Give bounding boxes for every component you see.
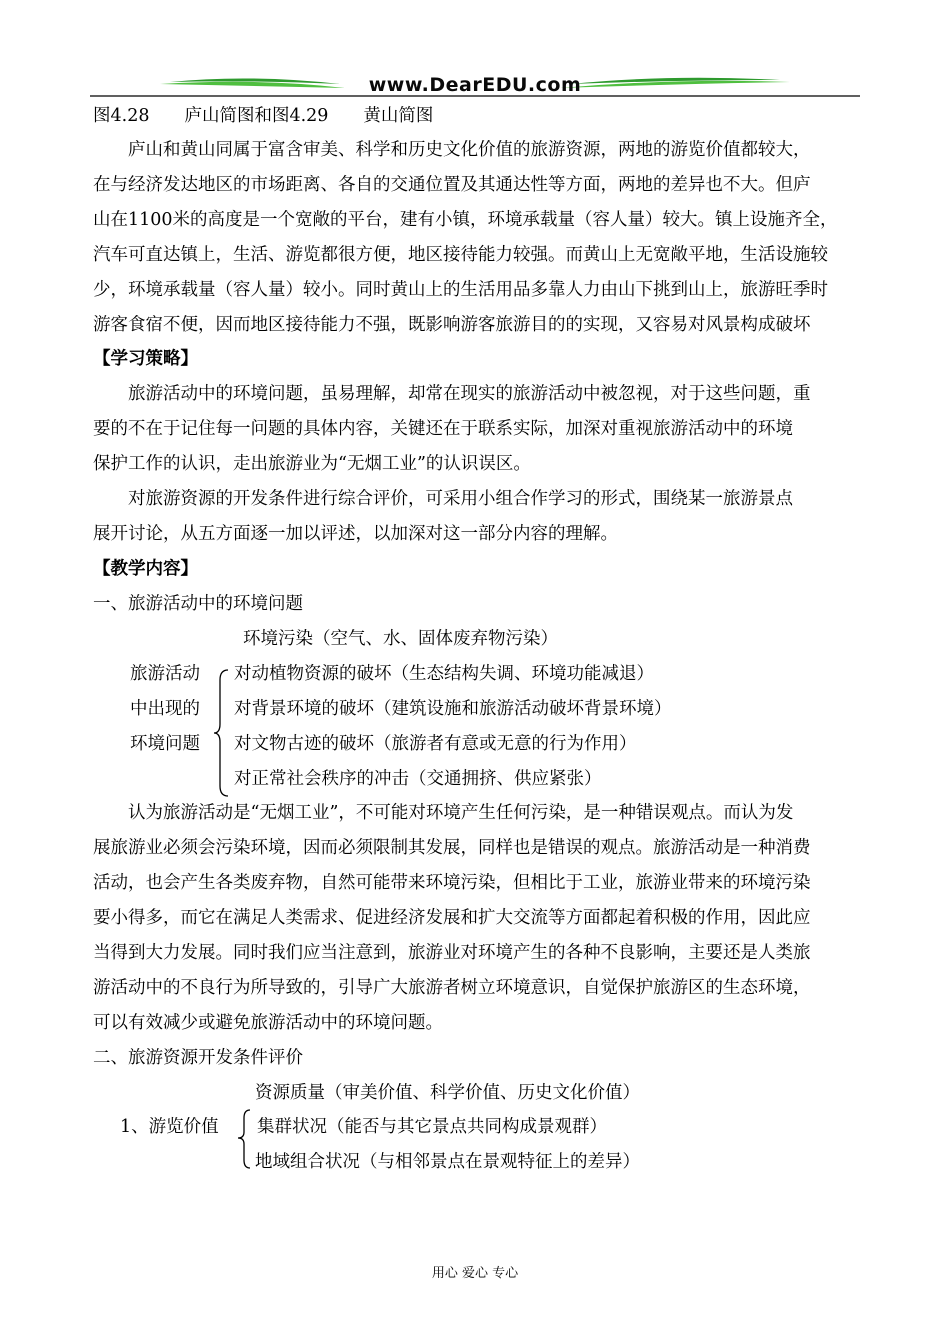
- heading-strategy: 【学习策略】: [93, 349, 198, 369]
- paragraph-line: 展旅游业必须会污染环境，因而必须限制其发展，同样也是错误的观点。旅游活动是一种消费: [93, 838, 811, 858]
- section-title: 二、旅游资源开发条件评价: [93, 1048, 303, 1068]
- outline-item: 对动植物资源的破坏（生态结构失调、环境功能减退）: [234, 664, 654, 684]
- paragraph-line: 保护工作的认识，走出旅游业为“无烟工业”的认识误区。: [93, 454, 531, 474]
- outline-item: 对文物古迹的破坏（旅游者有意或无意的行为作用）: [234, 734, 637, 754]
- outline-item: 地域组合状况（与相邻景点在景观特征上的差异）: [255, 1152, 640, 1172]
- left-brace: [236, 1108, 254, 1170]
- paragraph-line: 庐山和黄山同属于富含审美、科学和历史文化价值的旅游资源，两地的游览价值都较大，: [93, 140, 811, 160]
- outline-label: 1、游览价值: [120, 1117, 219, 1137]
- paragraph-line: 要的不在于记住每一问题的具体内容，关键还在于联系实际，加深对重视旅游活动中的环境: [93, 419, 793, 439]
- outline-label: 中出现的: [130, 699, 200, 719]
- paragraph-line: 少，环境承载量（容人量）较小。同时黄山上的生活用品多靠人力由山下挑到山上，旅游旺季时: [93, 280, 828, 300]
- paragraph-line: 游活动中的不良行为所导致的，引导广大旅游者树立环境意识，自觉保护旅游区的生态环境，: [93, 978, 811, 998]
- paragraph-line: 对旅游资源的开发条件进行综合评价，可采用小组合作学习的形式，围绕某一旅游景点: [93, 489, 793, 509]
- paragraph-line: 认为旅游活动是“无烟工业”，不可能对环境产生任何污染，是一种错误观点。而认为发: [93, 803, 794, 823]
- paragraph-line: 活动，也会产生各类废弃物，自然可能带来环境污染，但相比于工业，旅游业带来的环境污染: [93, 873, 811, 893]
- paragraph-line: 汽车可直达镇上，生活、游览都很方便，地区接待能力较强。而黄山上无宽敞平地，生活设施较: [93, 245, 828, 265]
- outline-label: 旅游活动: [130, 664, 200, 684]
- paragraph-line: 当得到大力发展。同时我们应当注意到，旅游业对环境产生的各种不良影响，主要还是人类旅: [93, 943, 811, 963]
- paragraph-line: 展开讨论，从五方面逐一加以评述，以加深对这一部分内容的理解。: [93, 524, 618, 544]
- paragraph-line: 山在1100米的高度是一个宽敞的平台，建有小镇，环境承载量（容人量）较大。镇上设施齐全，: [93, 210, 838, 230]
- paragraph-line: 旅游活动中的环境问题，虽易理解，却常在现实的旅游活动中被忽视，对于这些问题，重: [93, 384, 811, 404]
- paragraph-line: 游客食宿不便，因而地区接待能力不强，既影响游客旅游目的的实现，又容易对风景构成破坏: [93, 315, 811, 335]
- page-footer: 用心 爱心 专心: [431, 1266, 519, 1281]
- left-brace: [212, 668, 232, 798]
- paragraph-line: 在与经济发达地区的市场距离、各自的交通位置及其通达性等方面，两地的差异也不大。但庐: [93, 175, 811, 195]
- site-logo-text[interactable]: www.DearEDU.com: [368, 74, 582, 96]
- heading-content: 【教学内容】: [93, 559, 198, 579]
- outline-item: 资源质量（审美价值、科学价值、历史文化价值）: [255, 1083, 640, 1103]
- outline-item: 环境污染（空气、水、固体废弃物污染）: [243, 629, 558, 649]
- outline-item: 对背景环境的破坏（建筑设施和旅游活动破坏背景环境）: [234, 699, 672, 719]
- figure-caption: 图4.28 庐山简图和图4.29 黄山简图: [93, 106, 434, 126]
- section-title: 一、旅游活动中的环境问题: [93, 594, 303, 614]
- page-header: [90, 70, 860, 100]
- paragraph-line: 可以有效减少或避免旅游活动中的环境问题。: [93, 1013, 443, 1033]
- paragraph-line: 要小得多，而它在满足人类需求、促进经济发展和扩大交流等方面都起着积极的作用，因此应: [93, 908, 811, 928]
- outline-label: 环境问题: [130, 734, 200, 754]
- outline-item: 对正常社会秩序的冲击（交通拥挤、供应紧张）: [234, 769, 602, 789]
- outline-item: 集群状况（能否与其它景点共同构成景观群）: [257, 1117, 607, 1137]
